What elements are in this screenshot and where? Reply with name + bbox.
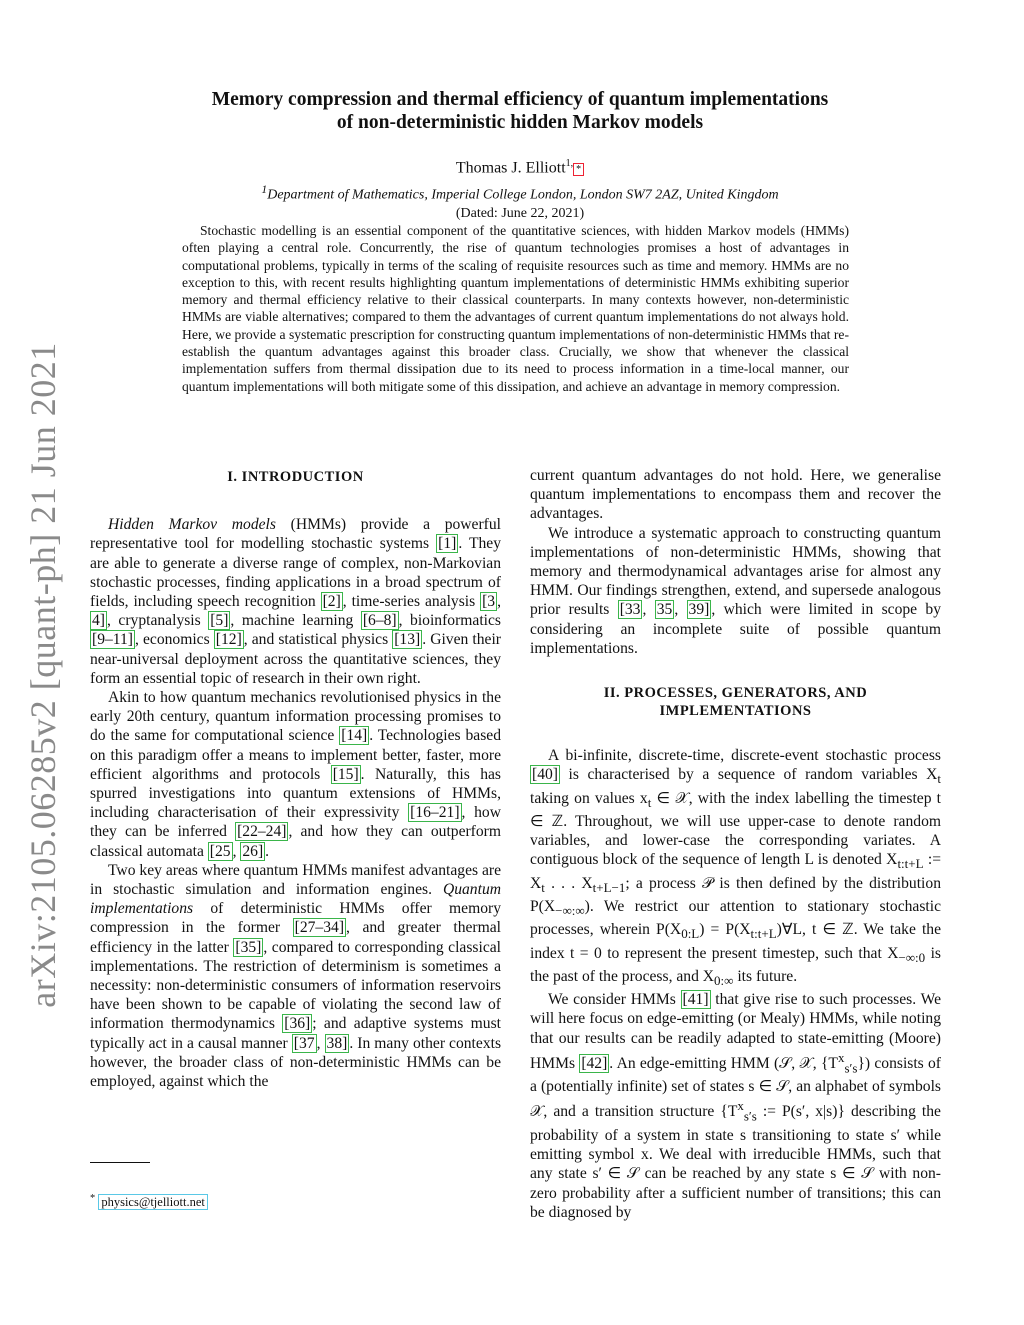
math-superscript: x [737, 1098, 744, 1114]
intro-p2-text: . [265, 842, 270, 860]
citation-link[interactable]: [25 [209, 842, 231, 860]
processes-p1-text: . . . X [544, 874, 593, 892]
citation-link[interactable]: [22–24] [237, 823, 287, 841]
citation-link[interactable]: 35 [656, 601, 673, 619]
math-subscript: t [541, 879, 545, 895]
processes-p2-text: . An edge-emitting HMM (𝒮, 𝒳, {T [609, 1054, 838, 1072]
intro-p1-text: , bioinformatics [398, 612, 501, 630]
citation-link[interactable]: [33 [619, 601, 641, 619]
citation-link[interactable]: [5] [210, 612, 229, 630]
processes-p2-text: }) consists of a (potentially infinite) set of states s ∈ 𝒮, an alphabet of symbols 𝒳, and a transition structure {T [530, 1054, 941, 1121]
citation-link[interactable]: [42] [581, 1054, 608, 1072]
intro-p3-text: , [316, 1034, 325, 1052]
intro-paragraph-3-continued: current quantum advantages do not hold. Here, we generalise quantum implementations to encompass them and recover the advantages. [530, 467, 941, 523]
footnote-mark: * [90, 1193, 96, 1204]
processes-paragraph-1 [530, 746, 941, 990]
intro-paragraph-4 [530, 524, 941, 658]
title-line-1: Memory compression and thermal efficiency of quantum implementations [211, 89, 829, 110]
footnote-divider [90, 1162, 150, 1163]
paper-title [120, 88, 920, 134]
intro-p2-text: . Naturally, this has spurred investigations into quantum extensions of HMMs, including characterisation of their expressivity [90, 765, 501, 822]
section-heading-line-2: IMPLEMENTATIONS [659, 703, 812, 720]
intro-p1-text: (HMMs) provide a powerful representative tool for modelling stochastic systems [90, 516, 501, 553]
intro-p3-text: , and greater thermal efficiency in the latter [90, 919, 501, 956]
intro-p5-text: We introduce a systematic approach to constructing quantum implementations of non-deterministic HMMs, showing that memory and thermodynamical advantages arise for almost any HMM. Our findings strengthen, extend, and supersede analogous prior results [530, 524, 941, 619]
author-footnote-link[interactable]: * [573, 163, 584, 176]
citation-link[interactable]: 26] [242, 842, 264, 860]
math-subscript: 0:∞ [714, 972, 734, 988]
arxiv-identifier-stamp [18, 342, 68, 1008]
citation-link[interactable]: [12] [215, 631, 242, 649]
processes-p1-text: its future. [733, 967, 798, 985]
paper-header [120, 88, 920, 222]
section-heading-processes [530, 684, 941, 720]
math-subscript: s′s [844, 1060, 858, 1076]
intro-p2-text: . Technologies based on this paradigm offer a means to implement better, faster, more efficient algorithms and protocols [90, 727, 501, 783]
processes-p1-text: )∀L, t ∈ ℤ. We take the index t = 0 to represent the present timestep, such that X [530, 921, 942, 962]
intro-p3-text: Two key areas where quantum HMMs manifest advantages are in stochastic simulation and information engines. [90, 861, 501, 899]
citation-link[interactable]: [36] [284, 1015, 311, 1033]
affiliation-mark: 1 [261, 183, 268, 197]
citation-link[interactable]: [41] [682, 991, 709, 1009]
intro-paragraph-2 [90, 688, 501, 861]
citation-link[interactable]: [16–21] [410, 804, 460, 822]
author-name: Thomas J. Elliott [455, 159, 566, 177]
citation-link[interactable]: [40] [532, 766, 558, 784]
math-subscript: 0:L [681, 926, 700, 942]
math-subscript: t:t+L [750, 926, 777, 942]
intro-p3-emphasis: Quantum implementations [90, 881, 501, 918]
math-subscript: −∞:0 [898, 949, 926, 965]
math-subscript: t+L−1 [592, 879, 626, 895]
intro-p1-text: . Given their near-universal deployment across the quantitative sciences, they form an essential topic of research in their own right. [90, 631, 501, 687]
affiliation-text: Department of Mathematics, Imperial College London, London SW7 2AZ, United Kingdom [267, 187, 779, 203]
processes-p1-text: taking on values x [530, 789, 648, 807]
math-subscript: s′s [743, 1108, 757, 1124]
intro-p5-text: , which were limited in scope by considering an incomplete suite of possible quantum implementations. [530, 601, 942, 657]
abstract: Stochastic modelling is an essential component of the quantitative sciences, with hidden Markov models (HMMs) often playing a central role. Concurrently, the rise of quantum technologies promises a host of advantages in computational problems, typically in terms of the scaling of requisite resources such as time and memory. HMMs are no exception to this, with recent results highlighting quantum implementations of deterministic HMMs exhibiting superior memory and thermal efficiency relative to their classical counterparts. In many contexts however, non-deterministic HMMs are viable alternatives; compared to them the advantages of current quantum implementations do not always hold. Here, we provide a systematic prescription for constructing quantum implementations of non-deterministic HMMs that re-establish the quantum advantages against this broader class. Crucially, we show that whenever the classical implementation suffers from thermal dissipation due to its need to process information in a time-local manner, our quantum implementations will both mitigate some of this dissipation, and achieve an advantage in memory compression. [182, 223, 849, 394]
math-subscript: −∞:∞ [555, 903, 585, 918]
intro-p1-emphasis: Hidden Markov models [108, 516, 276, 534]
intro-p3-text: , compared to corresponding classical implementations. The restriction of determinism is sometimes a necessity: non-deterministic consumers of information reservoirs have been shown to be capable of violating the second law of information thermodynamics [90, 938, 501, 1033]
processes-p1-text: ; a process 𝒫 is then defined by the distribution P(X [530, 874, 941, 915]
author-line [120, 158, 920, 177]
math-subscript: t [937, 771, 941, 787]
citation-link[interactable]: [14] [341, 727, 368, 745]
processes-p1-text: is characterised by a sequence of random variables X [559, 766, 938, 784]
intro-p2-text: , and how they can outperform classical automata [90, 823, 501, 860]
intro-p1-text: , time-series analysis [342, 593, 481, 611]
affiliation [120, 183, 920, 204]
math-subscript: t [647, 794, 652, 810]
processes-p2-text: We consider HMMs [548, 991, 681, 1009]
processes-paragraph-2 [530, 990, 941, 1222]
citation-link[interactable]: [2] [322, 593, 341, 611]
intro-p3-text: of deterministic HMMs offer memory compression in the former [90, 900, 501, 937]
processes-p1-text: ). We restrict our attention to stationary stochastic processes, wherein P(X [530, 897, 941, 939]
intro-paragraph-3 [90, 861, 501, 1091]
intro-p1-text: , economics [135, 631, 214, 649]
citation-link[interactable]: [37 [293, 1034, 315, 1052]
citation-link[interactable]: 39] [688, 601, 710, 619]
citation-link[interactable]: 38] [326, 1034, 348, 1052]
author-email-link[interactable]: physics@tjelliott.net [98, 1194, 208, 1210]
intro-p5-text: , [674, 601, 687, 619]
section-heading-line-1: II. PROCESSES, GENERATORS, AND [603, 685, 868, 702]
section-heading-introduction: I. INTRODUCTION [227, 469, 364, 485]
intro-p3-text: ; and adaptive systems must typically act in a causal manner [90, 1015, 501, 1052]
dated-line: (Dated: June 22, 2021) [455, 205, 585, 221]
processes-p1-text: A bi-infinite, discrete-time, discrete-event stochastic process [548, 747, 941, 765]
intro-p1-text: , and statistical physics [243, 631, 393, 649]
author-affiliation-mark: 1, [565, 158, 574, 169]
processes-p2-text: that give rise to such processes. We will here focus on edge-emitting (or Mealy) HMMs, while noting that our results can be readily adapted to state-emitting (Moore) HMMs [530, 991, 941, 1072]
math-subscript: t:t+L [897, 856, 924, 872]
citation-link[interactable]: [27–34] [294, 919, 345, 937]
citation-link[interactable]: [6–8] [362, 612, 397, 630]
intro-p1-text: , machine learning [230, 612, 361, 630]
processes-p1-text: ) = P(X [699, 921, 751, 939]
intro-p1-text: , cryptanalysis [107, 612, 209, 630]
intro-p3-text: . In many other contexts however, the broader class of non-deterministic HMMs can be employed, against which the [90, 1034, 502, 1091]
footnote [90, 1193, 208, 1210]
title-line-2: of non-deterministic hidden Markov models [336, 112, 704, 133]
math-superscript: x [837, 1049, 845, 1065]
processes-p1-text: := X [530, 851, 941, 892]
citation-link[interactable]: 4] [92, 612, 105, 630]
citation-link[interactable]: [1] [438, 535, 457, 553]
intro-p1-text: , [497, 593, 502, 611]
processes-p1-text: is the past of the process, and X [530, 944, 941, 985]
left-column [90, 466, 501, 1091]
citation-link[interactable]: [3 [482, 593, 496, 611]
intro-p2-text: , [232, 842, 241, 860]
intro-p2-text: Akin to how quantum mechanics revolutionised physics in the early 20th century, quantum information processing promises to do the same for computational science [90, 689, 501, 745]
processes-p2-text: := P(s′, x|s)} describing the probability of a system in state s transitioning to state s′ while emitting symbol x. We deal with irreducible HMMs, such that any state s′ ∈ 𝒮 can be reached by any state s ∈ 𝒮 with non-zero probability after a sufficient number of transitions; this can be diagnosed by [530, 1103, 941, 1221]
arxiv-stamp-text: arXiv:2105.06285v2 [quant-ph] 21 Jun 2021 [23, 342, 63, 1008]
citation-link[interactable]: [13] [394, 631, 421, 649]
citation-link[interactable]: [9–11] [92, 631, 133, 649]
right-column [530, 466, 941, 1222]
processes-p1-text: ∈ 𝒳, with the index labelling the timestep t ∈ ℤ. Throughout, we will use upper-case to denote random variables, and lower-case the corresponding variates. A contiguous block of the sequence of length L is denoted X [530, 789, 941, 869]
intro-p5-text: , [642, 601, 655, 619]
intro-p2-text: , how they can be inferred [90, 804, 501, 841]
citation-link[interactable]: [35] [235, 938, 262, 956]
intro-p1-text: . They are able to generate a diverse range of complex, non-Markovian stochastic processes, finding applications in a broad spectrum of fields, including speech recognition [90, 535, 501, 611]
citation-link[interactable]: [15] [332, 765, 359, 783]
intro-paragraph-1 [90, 515, 501, 688]
